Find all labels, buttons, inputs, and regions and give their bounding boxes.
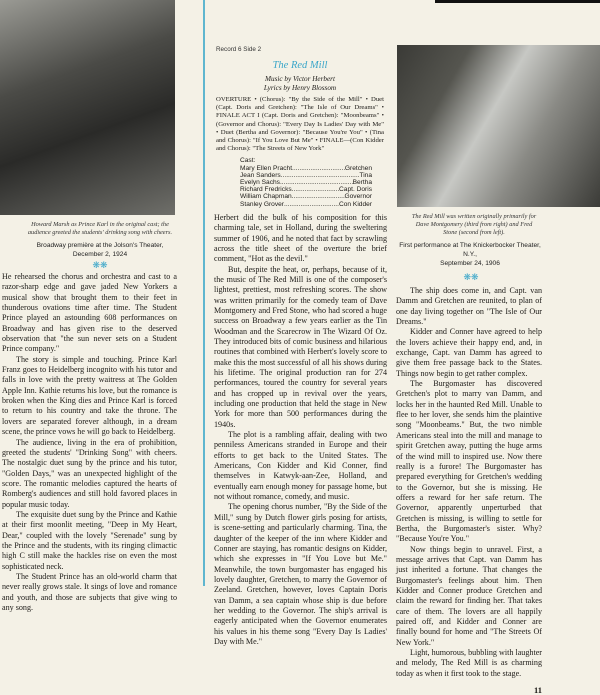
cast-list	[240, 157, 372, 207]
actor: Evelyn Sachs	[240, 179, 280, 187]
paragraph: The story is simple and touching. Prince Karl Franz goes to Heidelberg incognito with his tutor and falls in love with the pretty waitress at The Golden Apple Inn. Kathie returns his love, but the romance is broken when the King dies and Prince Karl is forced to return to his country and take the throne. The lovers are separated forever although, in a dream scene, the prince vows he will go back to Heidelberg.	[2, 354, 177, 437]
left-body	[2, 272, 177, 613]
right-premiere-date: September 24, 1906	[440, 260, 500, 267]
record-label: Record 6 Side 2	[216, 46, 262, 53]
lyrics-credit: Lyrics by Henry Blossom	[263, 84, 337, 92]
paragraph: The audience, living in the era of prohibition, greeted the students' "Drinking Song" with cheers. The nostalgic duet sung by the prince and his tutor, "Golden Days," was an unexpected highlight of the score. The romantic melodies captured the hearts of Romberg's audiences and still hold favored places in popular music today.	[2, 437, 177, 509]
cast-row	[240, 179, 372, 186]
paragraph: The ship does come in, and Capt. van Damm and Gretchen are reunited, to plan of one day living together on "The Isle of Our Dreams."	[396, 286, 542, 327]
role: Bertha	[352, 179, 372, 187]
left-photo-caption: Howard Marsh as Prince Karl in the original cast; the audience greeted the students' drinking song with cheers.	[27, 221, 173, 236]
paragraph: The Burgomaster has discovered Gretchen's plot to marry van Damm, and locks her in the haunted Red Mill. Unable to flee to her lover, she sends him the plaintive song "Moonbeams." But, the two nimble Americans steal into the mill and manage to spirit Gretchen away, putting the huge arms of the wind mill to inspired use. Now there really is a furore! The Burgomaster has prepared everything for Gretchen's wedding to the Governor, but she is missing. He offers a reward for her safe return. The Governor, apparently unperturbed that Gretchen is missing, is willing to settle for Bertha, the Burgomaster's sister. Why? "Because You're You."	[396, 379, 542, 544]
paragraph: The Student Prince has an old-world charm that never really grows stale. It sings of love and romance and youth, and those are subjects that give wing to any song.	[2, 571, 177, 612]
cast-row	[240, 172, 372, 179]
cast-row	[240, 186, 372, 193]
middle-column	[205, 0, 395, 647]
program-list: OVERTURE • (Chorus): "By the Side of the Mill" • Duet (Capt. Doris and Gretchen): "The Isle of Our Dreams" • FINALE ACT I (Capt. Doris and Gretchen): "Moonbeams" • (Governor and Chorus): "Every Day Is Ladies' Day with Me" • Duet (Bertha and Governor): "Because You're You" • (Tina and Chorus): "If You Love But Me" • FINALE—(Con Kidder and Chorus): "The Streets of New York"	[216, 96, 384, 153]
music-credit: Music by Victor Herbert	[265, 75, 335, 83]
paragraph: Herbert did the bulk of his composition for this charming tale, set in Holland, during the sweltering summer of 1906, and he noted that fact by scrawling across the title sheet of the overture the brief comment, "Hot as the devil."	[214, 212, 387, 264]
actor: Stanley Grover	[240, 200, 284, 208]
credits	[205, 75, 395, 93]
paragraph: The exquisite duet sung by the Prince and Kathie at their first moonlit meeting, "Deep in My Heart, Dear," coupled with the lovely "Serenade" sung by the Prince and the students, with its ringing climactic high C still make the hackles rise on even the most sophisticated neck.	[2, 509, 177, 571]
red-mill-photo	[397, 45, 600, 207]
ornament-icon: ❋❋	[463, 272, 479, 282]
paragraph: Light, humorous, bubbling with laughter and melody, The Red Mill is as charming today as when it first took to the stage.	[396, 648, 542, 678]
paragraph: But, despite the heat, or, perhaps, because of it, the music of The Red Mill is one of the composer's lightest, prettiest, most refreshing scores. The show was written primarily for the comedy team of Dave Montgomery and Fred Stone, who had scored a huge success on Broadway a few years earlier as the Tin Woodman and the Scarecrow in The Wizard Of Oz. They introduced bits of comic business and hilarious routines that combined with Herbert's lovely score to make this the most successful of all his shows during his lifetime. The original production ran for 274 performances, toured the country for several years and has cropped up in revival over the years, including one production that held the stage in New York for more than 500 performances during the 1940s.	[214, 264, 387, 429]
ornament-icon: ❋❋	[92, 260, 108, 270]
page-number: 11	[533, 685, 542, 695]
right-premiere	[396, 241, 544, 268]
right-column	[396, 0, 600, 695]
paragraph: Kidder and Conner have agreed to help the lovers achieve their happy end, and, in exchange, Capt. van Damm has agreed to give them free passage back to the States. Things now begin to get rather complex.	[396, 327, 542, 378]
show-title: The Red Mill	[272, 60, 328, 71]
right-body	[396, 286, 542, 679]
role: Con Kidder	[339, 200, 372, 208]
right-photo-caption: The Red Mill was written originally primarily for Dave Montgomery (third from right) and Fred Stone (second from left).	[411, 213, 537, 236]
paragraph: He rehearsed the chorus and orchestra and cast to a razor-sharp edge and gave jaded New Yorkers a musical show that brought them to their feet in thunderous ovations time after time. The Student Prince played an astounding 608 performances on Broadway and has given rise to the deserved observation that "the sun never sets on a Student Prince company."	[2, 272, 177, 354]
student-prince-photo	[0, 0, 175, 215]
left-premiere-date: December 2, 1924	[72, 251, 128, 258]
role: Capt. Doris	[339, 186, 372, 194]
left-premiere-line: Broadway première at the Jolson's Theater,	[36, 242, 164, 249]
actor: Mary Ellen Pracht	[240, 164, 293, 172]
middle-body	[214, 213, 387, 647]
actor: William Chapman	[240, 193, 292, 201]
role: Tina	[359, 171, 372, 179]
left-column	[0, 0, 180, 613]
paragraph: Now things begin to unravel. First, a message arrives that Capt. van Damm has just inherited a fortune. That changes the Burgomaster's feelings about him. Then Kidder and Conner produce Gretchen and claim the reward for finding her. That takes care of them. The lovers are all happily paired off, and Kidder and Conner are finally bound for home and "The Streets Of New York."	[396, 544, 542, 647]
cast-row	[240, 193, 372, 200]
paragraph: The opening chorus number, "By the Side of the Mill," sung by Dutch flower girls posing for artists, is scene-setting and particularly charming. Tina, the daughter of the keeper of the inn where Kidder and Conner are staying, has romantic designs on Kidder, which she expresses in "If You Love but Me." Meanwhile, the town burgomaster has engaged his lovely daughter, Gretchen, to marry the Governor of Zeeland. Gretchen, however, loves Captain Doris van Damm, a sea captain whose ship is due before her wedding to the Governor. The ship's arrival is eagerly anticipated when the Governor enumerates his values in his theme song "Every Day Is Ladies' Day with Me."	[214, 502, 387, 646]
role: Governor	[344, 193, 372, 201]
actor: Jean Sanders	[240, 171, 281, 179]
paragraph: The plot is a rambling affair, dealing with two penniless Americans stranded in Europe and their efforts to get back to the United States. The Americans, Con Kidder and Kid Conner, find themselves in Katwyk-aan-Zee, Holland, and eventually earn enough money for passage home, but not without romance, comedy, and music.	[214, 430, 387, 502]
cast-row	[240, 165, 372, 172]
cast-row	[240, 201, 372, 208]
role: Gretchen	[344, 164, 372, 172]
left-premiere	[0, 241, 200, 259]
cast-label: Cast:	[240, 157, 256, 165]
actor: Richard Fredricks	[240, 186, 292, 194]
right-premiere-line: First performance at The Knickerbocker Theater, N.Y.,	[399, 242, 541, 258]
